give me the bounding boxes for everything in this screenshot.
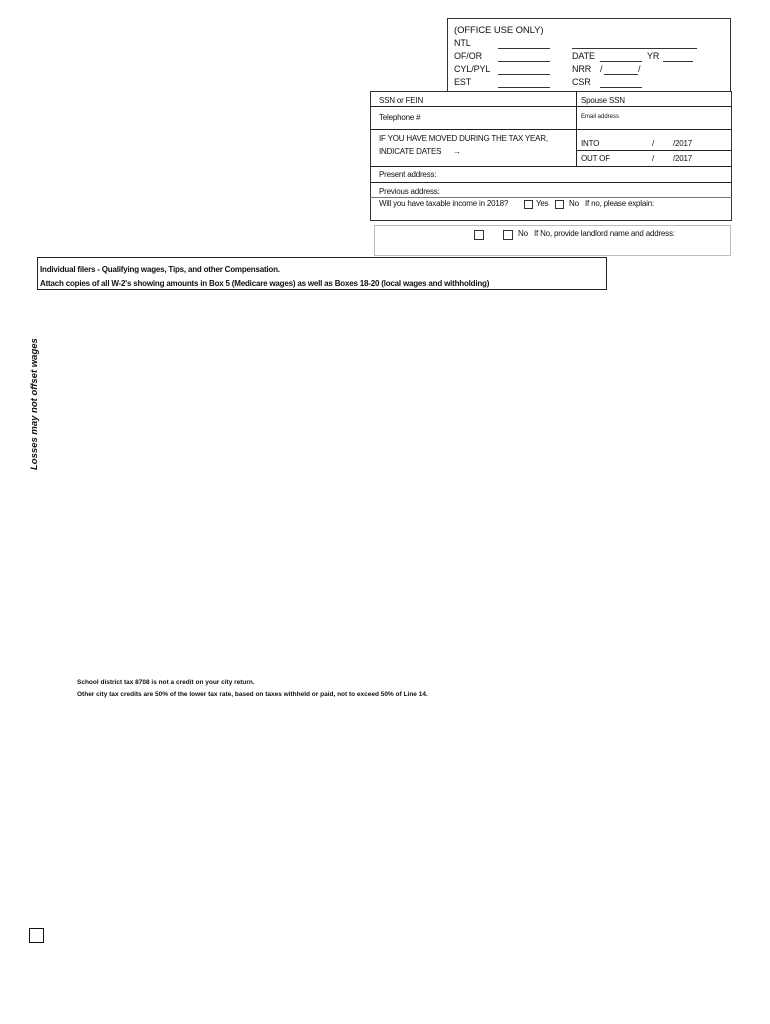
office-top-field[interactable] (572, 48, 697, 49)
column-divider (576, 91, 577, 166)
moved-line2: INDICATE DATES (379, 147, 442, 156)
ntl-label: NTL (454, 38, 471, 48)
present-address-label: Present address: (379, 170, 437, 179)
row-divider (370, 129, 732, 130)
email-label: Email address (581, 114, 620, 120)
nrr-label: NRR (572, 64, 592, 74)
outof-slash: / (652, 154, 655, 163)
no-checkbox[interactable] (555, 200, 564, 209)
yes-checkbox[interactable] (524, 200, 533, 209)
into-year: /2017 (673, 139, 693, 148)
row-divider (370, 166, 732, 167)
outof-label: OUT OF (581, 154, 610, 163)
landlord-no-label: No (518, 229, 528, 238)
landlord-no-checkbox[interactable] (503, 230, 513, 240)
row-divider (370, 197, 732, 198)
row-divider (576, 150, 732, 151)
bottom-checkbox[interactable] (29, 928, 44, 943)
arrow-right-icon: → (453, 147, 461, 156)
nrr-slash-b: / (638, 64, 641, 74)
est-field[interactable] (498, 87, 550, 88)
row-divider (370, 182, 732, 183)
ntl-field[interactable] (498, 48, 550, 49)
telephone-label: Telephone # (379, 113, 421, 122)
row-divider (370, 106, 732, 107)
ofor-field[interactable] (498, 61, 550, 62)
cylpyl-field[interactable] (498, 74, 550, 75)
yes-label: Yes (536, 199, 549, 208)
losses-side-note: Losses may not offset wages (29, 338, 40, 470)
moved-line1: IF YOU HAVE MOVED DURING THE TAX YEAR, (379, 134, 548, 143)
ssn-label: SSN or FEIN (379, 96, 424, 105)
previous-address-label: Previous address: (379, 187, 440, 196)
ofor-label: OF/OR (454, 51, 482, 61)
est-label: EST (454, 77, 472, 87)
school-district-note: School district tax 8708 is not a credit on your city return. (77, 679, 255, 686)
office-use-header: (OFFICE USE ONLY) (454, 25, 544, 36)
nrr-field[interactable] (604, 74, 638, 75)
w2-heading: Individual filers - Qualifying wages, Tips, and other Compensation. (40, 265, 280, 274)
other-city-note: Other city tax credits are 50% of the lower tax rate, based on taxes withheld or paid, not to exceed 50% of Line 14. (77, 691, 428, 698)
landlord-yes-checkbox[interactable] (474, 230, 484, 240)
spouse-ssn-label: Spouse SSN (581, 96, 625, 105)
yr-field[interactable] (663, 61, 693, 62)
yr-label: YR (647, 51, 660, 61)
into-slash: / (652, 139, 655, 148)
landlord-instruction: If No, provide landlord name and address: (534, 229, 675, 238)
no-label: No (569, 199, 579, 208)
explain-label: If no, please explain: (585, 199, 654, 208)
csr-field[interactable] (600, 87, 642, 88)
w2-attach-note: Attach copies of all W-2's showing amounts in Box 5 (Medicare wages) as well as Boxes 18-20 (local wages and withholding) (40, 279, 490, 288)
csr-label: CSR (572, 77, 591, 87)
outof-year: /2017 (673, 154, 693, 163)
nrr-slash-a: / (600, 64, 603, 74)
cylpyl-label: CYL/PYL (454, 64, 491, 74)
taxable-income-question: Will you have taxable income in 2018? (379, 199, 509, 208)
into-label: INTO (581, 139, 600, 148)
date-label: DATE (572, 51, 595, 61)
date-field[interactable] (600, 61, 642, 62)
